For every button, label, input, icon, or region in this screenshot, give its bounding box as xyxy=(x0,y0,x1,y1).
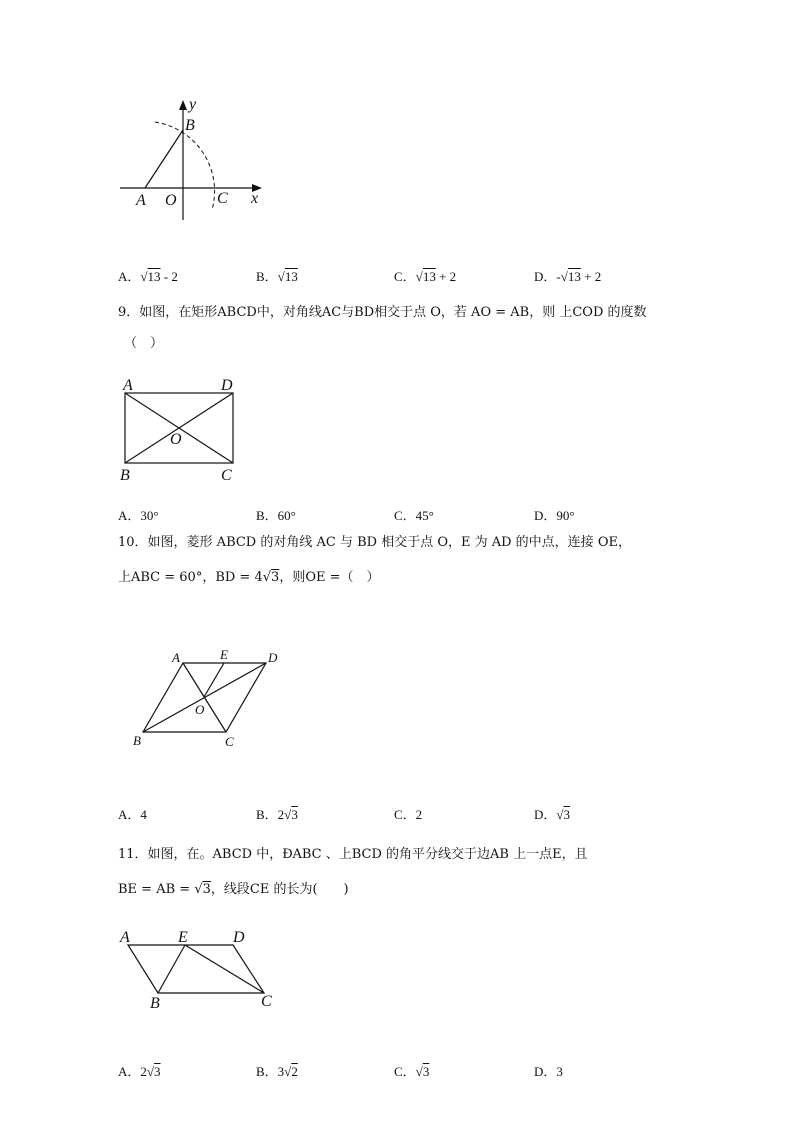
q9-label-B: B xyxy=(120,467,130,484)
q10-label-A: A xyxy=(172,650,180,665)
q10-label-D: D xyxy=(268,650,278,665)
q10-option-a[interactable]: A．4 xyxy=(118,807,147,822)
q8-label-y: y xyxy=(189,96,197,113)
q10-label-O: O xyxy=(195,702,205,717)
q9-option-d[interactable]: D．90° xyxy=(534,508,575,523)
q10-option-d[interactable]: D．√3 xyxy=(534,807,571,822)
q10-label-B: B xyxy=(133,733,141,748)
q8-option-c[interactable]: C．√13 + 2 xyxy=(394,269,457,284)
q8-option-a[interactable]: A．√13 - 2 xyxy=(118,269,178,284)
q11-option-b[interactable]: B．3√2 xyxy=(256,1064,298,1079)
q10-option-b[interactable]: B．2√3 xyxy=(256,807,298,822)
q8-option-b[interactable]: B．√13 xyxy=(256,269,298,284)
q10-label-C: C xyxy=(225,734,234,749)
q11-option-d[interactable]: D．3 xyxy=(534,1064,563,1079)
q9-label-O: O xyxy=(170,431,182,448)
q11-stem-condition: BE = AB = √3，线段CE 的长为( ) xyxy=(118,882,349,897)
q11-label-A: A xyxy=(120,929,130,946)
q8-label-x: x xyxy=(251,190,259,207)
q9-label-D: D xyxy=(221,377,233,394)
q8-label-C: C xyxy=(217,190,228,207)
q8-label-O: O xyxy=(165,192,177,209)
q9-answer-brackets: （ ） xyxy=(124,336,164,351)
q11-label-E: E xyxy=(178,929,188,946)
q9-stem: 9．如图，在矩形ABCD中，对角线AC与BD相交于点 O，若 AO = AB，则 上COD 的度数 xyxy=(118,305,647,320)
q10-option-c[interactable]: C．2 xyxy=(394,807,423,822)
q9-option-c[interactable]: C．45° xyxy=(394,508,434,523)
q11-label-B: B xyxy=(150,995,160,1012)
q10-stem-condition: 上ABC = 60°，BD = 4√3，则OE =（ ） xyxy=(118,570,380,585)
q8-option-d[interactable]: D．-√13 + 2 xyxy=(534,269,602,284)
q9-option-b[interactable]: B．60° xyxy=(256,508,296,523)
q11-option-c[interactable]: C．√3 xyxy=(394,1064,430,1079)
q11-stem: 11．如图，在。ABCD 中，ÐABC 、上BCD 的角平分线交于边AB 上一点E，且 xyxy=(118,847,588,862)
q10-stem: 10．如图，菱形 ABCD 的对角线 AC 与 BD 相交于点 O，E 为 AD 的中点，连接 OE， xyxy=(118,535,631,550)
q11-label-D: D xyxy=(233,929,245,946)
q9-option-a[interactable]: A．30° xyxy=(118,508,159,523)
q8-label-B: B xyxy=(185,117,195,134)
q11-option-a[interactable]: A．2√3 xyxy=(118,1064,161,1079)
q10-label-E: E xyxy=(220,647,228,662)
q9-label-A: A xyxy=(123,377,133,394)
q8-label-A: A xyxy=(136,192,146,209)
q11-label-C: C xyxy=(261,993,272,1010)
q9-label-C: C xyxy=(221,467,232,484)
